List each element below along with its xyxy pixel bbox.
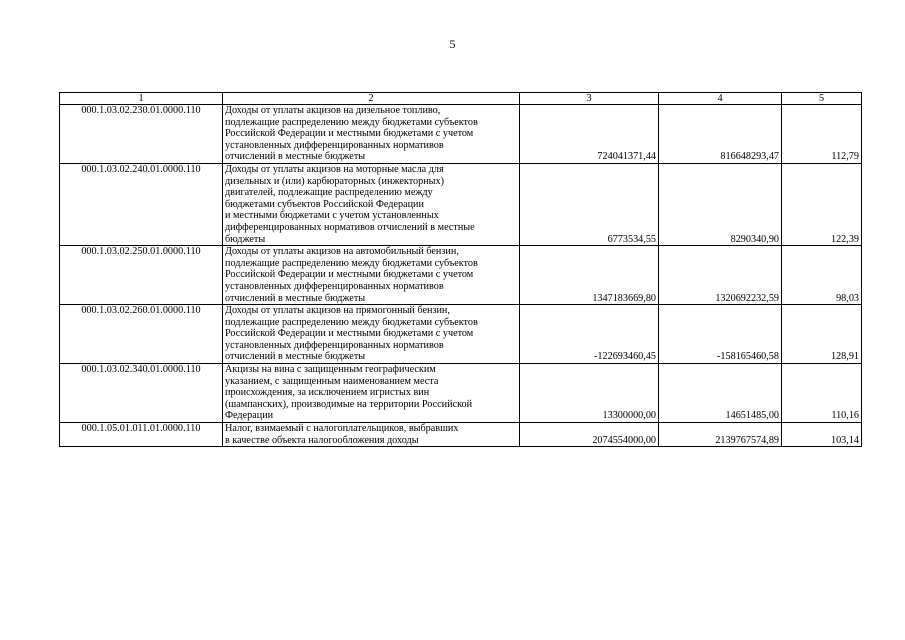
revenue-name-cell <box>223 305 520 364</box>
revenue-name-line: бюджетами субъектов Российской Федерации <box>225 198 424 210</box>
value-cell-3: 724041371,44 <box>520 105 659 164</box>
revenue-name-line: происхождения, за исключением игристых вин <box>225 387 430 399</box>
revenue-name-line: Доходы от уплаты акцизов на моторные масла для <box>225 163 444 175</box>
table-row <box>60 163 862 245</box>
value-cell-3: 1347183669,80 <box>520 246 659 305</box>
value-cell-3: 2074554000,00 <box>520 423 659 447</box>
revenue-name-line: и местными бюджетами с учетом установленных <box>225 210 439 222</box>
value-cell-3: 6773534,55 <box>520 163 659 245</box>
revenue-name-line: Доходы от уплаты акцизов на дизельное топливо, <box>225 105 441 116</box>
table-row <box>60 423 862 447</box>
budget-code-cell: 000.1.03.02.240.01.0000.110 <box>60 163 223 245</box>
revenue-name-line: Федерации <box>225 410 274 422</box>
value-cell-4: 816648293,47 <box>659 105 782 164</box>
value-cell-4: 14651485,00 <box>659 364 782 423</box>
revenue-name-line: Российской Федерации и местными бюджетами с учетом <box>225 128 474 140</box>
revenue-name-line: Акцизы на вина с защищенным географическим <box>225 364 436 376</box>
table-row <box>60 246 862 305</box>
value-cell-3: 13300000,00 <box>520 364 659 423</box>
revenue-name-line: дифференцированных нормативов отчислений в местные <box>225 221 475 233</box>
column-header-4: 4 <box>659 93 782 105</box>
value-cell-5: 122,39 <box>782 163 862 245</box>
column-header-3: 3 <box>520 93 659 105</box>
value-cell-5: 110,16 <box>782 364 862 423</box>
table-header-row <box>60 93 862 105</box>
value-cell-5: 128,91 <box>782 305 862 364</box>
revenue-name-line: подлежащие распределению между бюджетами субъектов <box>225 257 478 269</box>
revenue-name-line: Российской Федерации и местными бюджетами с учетом <box>225 269 474 281</box>
budget-code-cell: 000.1.03.02.230.01.0000.110 <box>60 105 223 164</box>
revenue-name-line: установленных дифференцированных нормативов <box>225 339 444 351</box>
value-cell-4: 2139767574,89 <box>659 423 782 447</box>
column-header-2: 2 <box>223 93 520 105</box>
revenue-name-cell <box>223 246 520 305</box>
table-row <box>60 305 862 364</box>
revenue-name-line: Доходы от уплаты акцизов на автомобильный бензин, <box>225 246 459 258</box>
revenue-name-line: дизельных и (или) карбюраторных (инжекторных) <box>225 175 444 187</box>
revenue-table <box>59 92 862 447</box>
budget-code-cell: 000.1.05.01.011.01.0000.110 <box>60 423 223 447</box>
revenue-name-line: (шампанских), производимые на территории Российской <box>225 398 473 410</box>
value-cell-4: 8290340,90 <box>659 163 782 245</box>
revenue-name-line: установленных дифференцированных нормативов <box>225 139 444 151</box>
table-row <box>60 105 862 164</box>
revenue-name-cell <box>223 163 520 245</box>
column-header-1: 1 <box>60 93 223 105</box>
revenue-name-line: Доходы от уплаты акцизов на прямогонный бензин, <box>225 305 450 317</box>
page-number: 5 <box>449 37 456 51</box>
revenue-name-line: бюджеты <box>225 233 266 245</box>
revenue-name-line: двигателей, подлежащие распределению между <box>225 187 433 199</box>
revenue-name-line: установленных дифференцированных нормативов <box>225 280 444 292</box>
table-row <box>60 364 862 423</box>
revenue-name-line: подлежащие распределению между бюджетами субъектов <box>225 116 478 128</box>
revenue-name-cell <box>223 364 520 423</box>
value-cell-4: 1320692232,59 <box>659 246 782 305</box>
revenue-name-line: Налог, взимаемый с налогоплательщиков, выбравших <box>225 423 459 435</box>
budget-code-cell: 000.1.03.02.250.01.0000.110 <box>60 246 223 305</box>
value-cell-4: -158165460,58 <box>659 305 782 364</box>
value-cell-5: 103,14 <box>782 423 862 447</box>
revenue-name-cell <box>223 423 520 447</box>
value-cell-5: 112,79 <box>782 105 862 164</box>
revenue-name-line: указанием, с защищенным наименованием места <box>225 375 439 387</box>
budget-code-cell: 000.1.03.02.260.01.0000.110 <box>60 305 223 364</box>
budget-code-cell: 000.1.03.02.340.01.0000.110 <box>60 364 223 423</box>
value-cell-3: -122693460,45 <box>520 305 659 364</box>
revenue-name-line: в качестве объекта налогообложения доходы <box>225 434 419 446</box>
revenue-name-line: отчислений в местные бюджеты <box>225 292 366 304</box>
revenue-name-line: отчислений в местные бюджеты <box>225 151 366 163</box>
revenue-name-line: отчислений в местные бюджеты <box>225 351 366 363</box>
revenue-name-cell <box>223 105 520 164</box>
column-header-5: 5 <box>782 93 862 105</box>
value-cell-5: 98,03 <box>782 246 862 305</box>
revenue-name-line: Российской Федерации и местными бюджетами с учетом <box>225 328 474 340</box>
revenue-name-line: подлежащие распределению между бюджетами субъектов <box>225 316 478 328</box>
